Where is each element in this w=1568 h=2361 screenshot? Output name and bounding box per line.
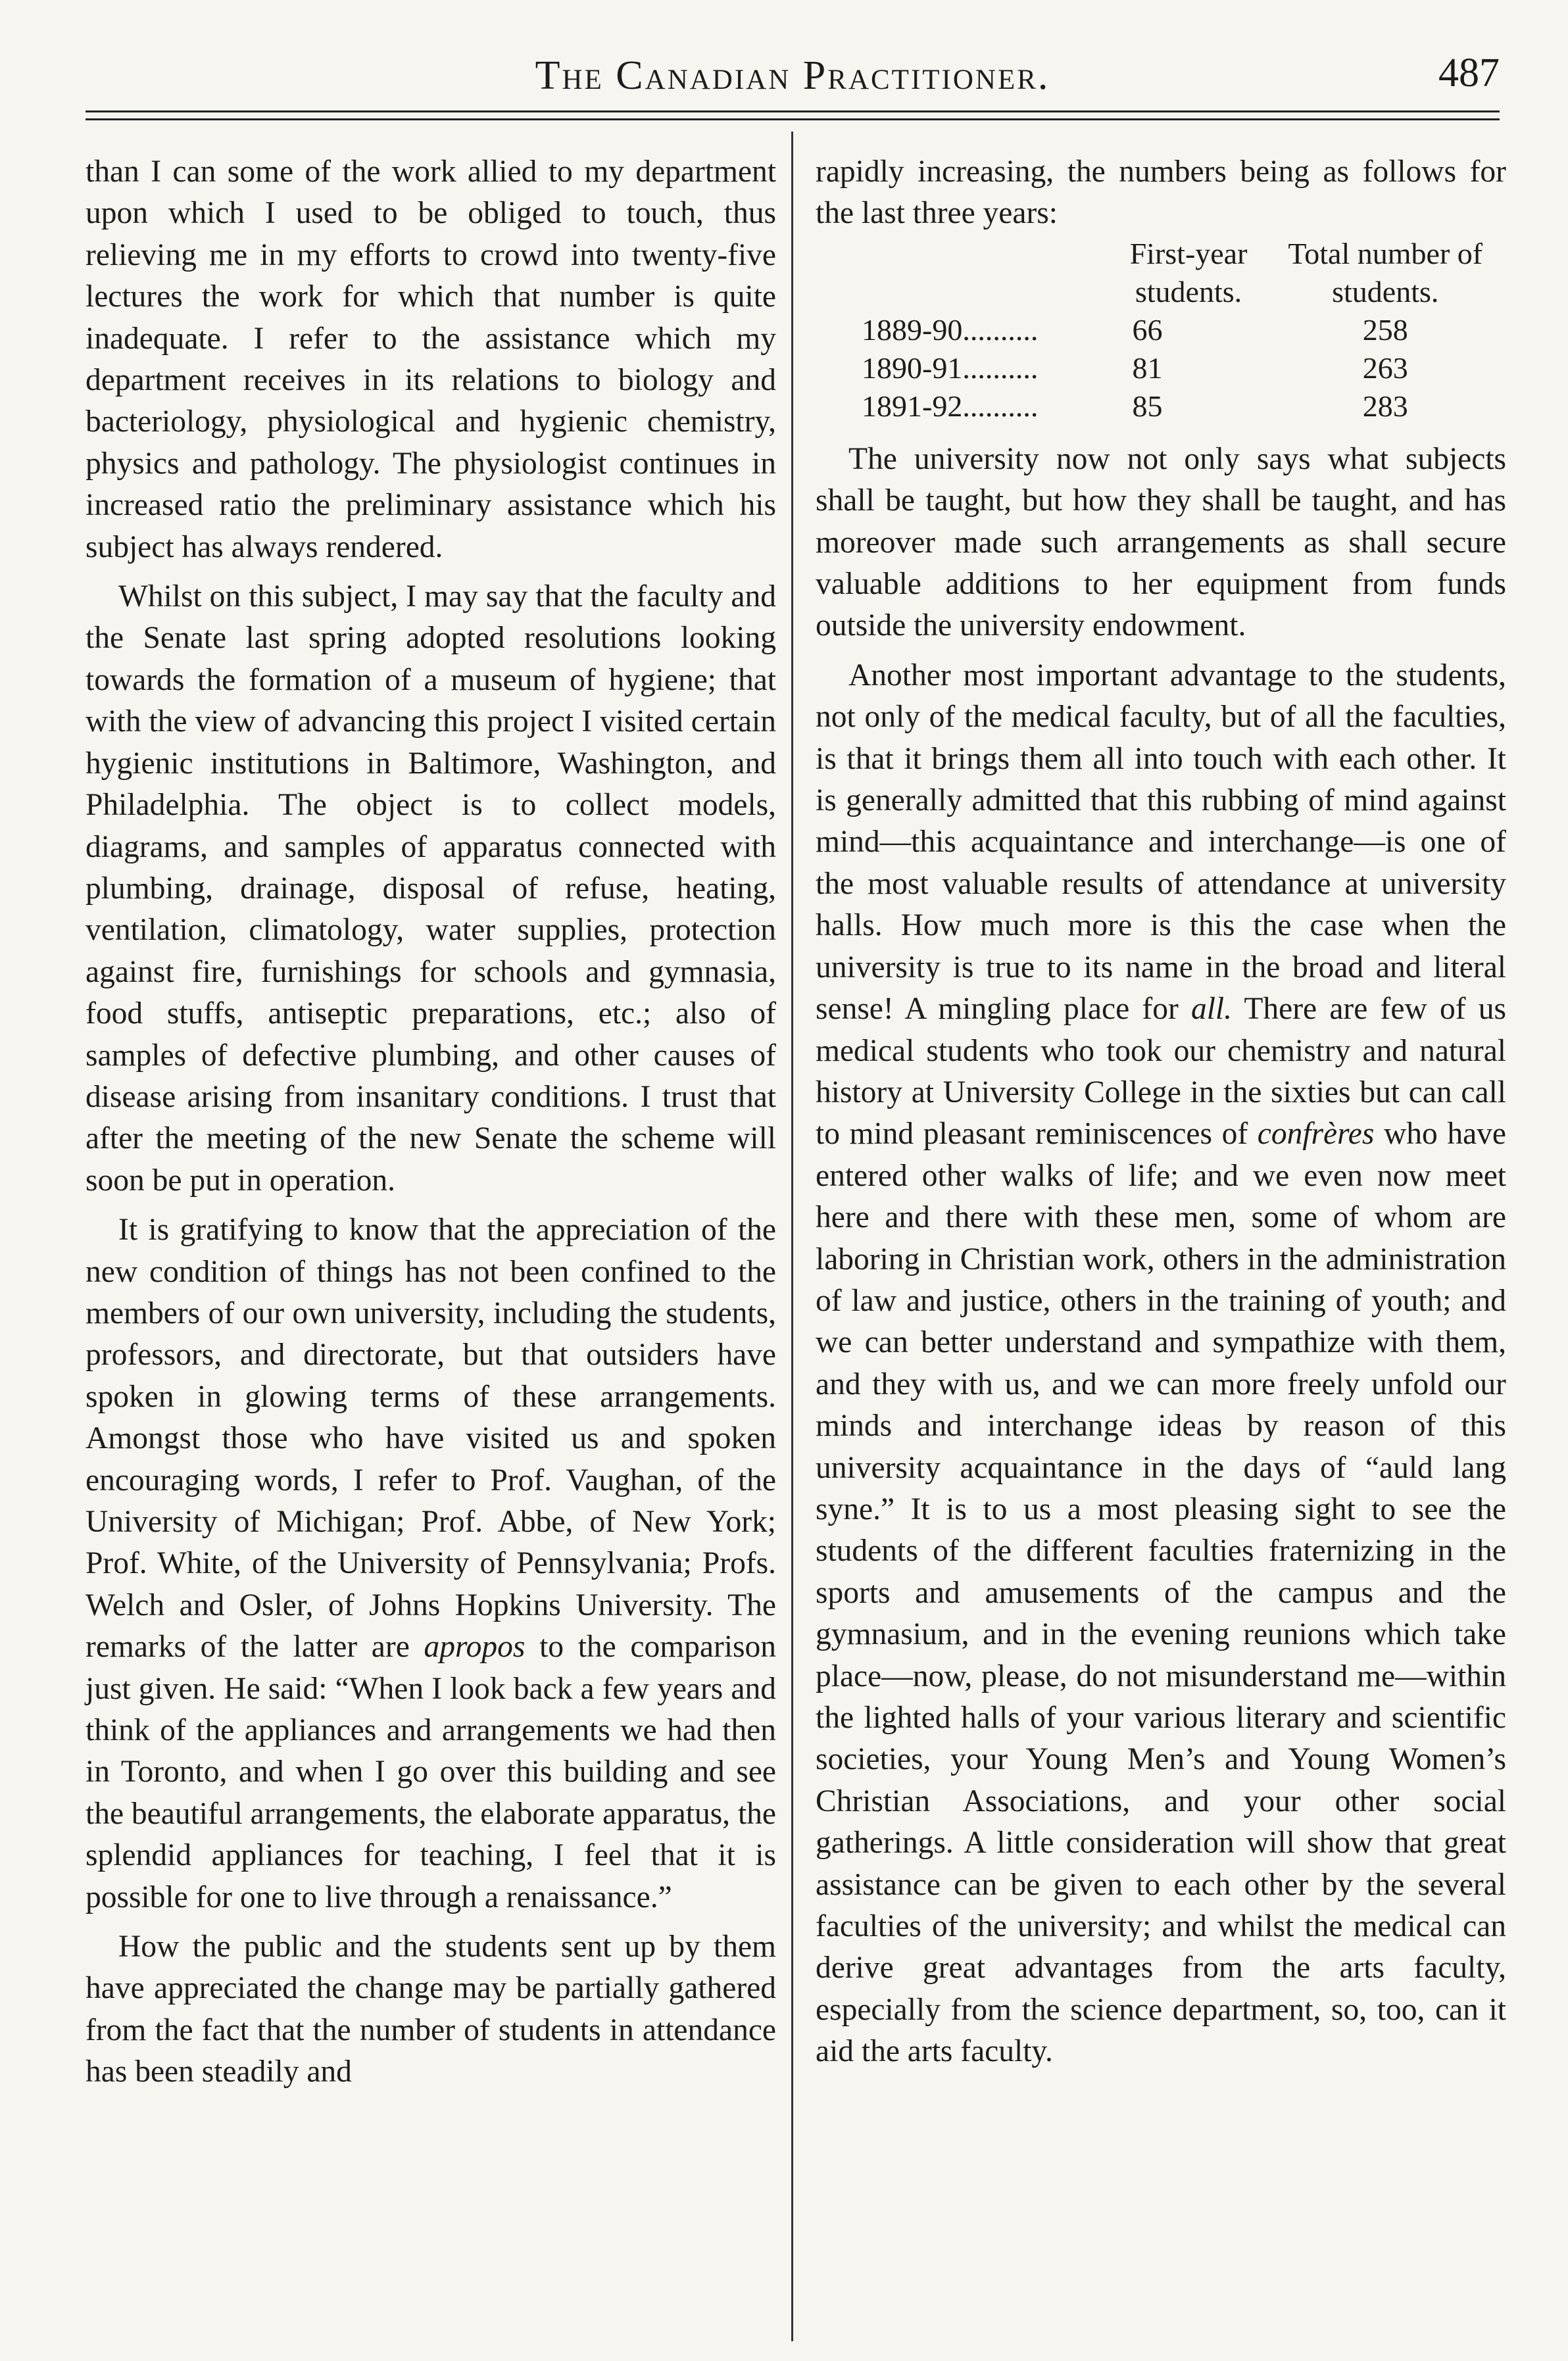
italic-apropos: apropos	[424, 1630, 526, 1665]
left-paragraph-3-text-a: It is gratifying to know that the appreciation of the new condition of things has not been confined to the members of our own university, including the students, professors, and directorate, but that outsiders have spoken in glowing terms of these arrangements. Amongst those who have visited us and spoken encouraging words, I refer to Prof. Vaughan, of the University of Michigan; Prof. Abbe, of New York; Prof. White, of the University of Pennsylvania; Profs. Welch and Osler, of Johns Hopkins University. The remarks of the latter are	[86, 1213, 776, 1665]
table-cell-year: 1889-90..........	[862, 312, 1039, 347]
italic-all: all.	[1190, 992, 1233, 1027]
table-cell-first-year: 81	[1132, 351, 1163, 385]
table-cell-total: 263	[1362, 351, 1408, 385]
table-cell-year: 1890-91..........	[862, 351, 1039, 385]
header-rule-top	[86, 110, 1500, 112]
table-header-row	[816, 235, 1506, 311]
left-paragraph-1: than I can some of the work allied to my department upon which I used to be obliged to touch, thus relieving me in my efforts to crowd into twenty-five lectures the work for which that number is quite inadequate. I refer to the assistance which my department receives in its relations to biology and bacteriology, physiological and hygienic chemistry, physics and pathology. The physiologist continues in increased ratio the preliminary assistance which his subject has always rendered.	[86, 155, 776, 564]
right-paragraph-1: The university now not only says what subjects shall be taught, but how they shall be taught, and has moreover made such arrangements as shall secure valuable additions to her equipment from funds outside the university endowment.	[816, 441, 1506, 643]
running-title: The Canadian Practitioner.	[535, 53, 1050, 98]
italic-confreres: confrères	[1257, 1117, 1375, 1152]
left-column	[86, 151, 776, 2093]
table-cell-year: 1891-92..........	[862, 389, 1039, 423]
page-number: 487	[1438, 51, 1500, 95]
table-row	[816, 387, 1506, 426]
left-paragraph-2: Whilst on this subject, I may say that the faculty and the Senate last spring adopted resolutions looking towards the formation of a museum of hygiene; that with the view of advancing this project I visited certain hygienic institutions in Baltimore, Washington, and Philadelphia. The object is to collect models, diagrams, and samples of apparatus connected with plumbing, drainage, disposal of refuse, heating, ventilation, climatology, water supplies, protection against fire, furnishings for schools and gymnasia, food stuffs, antiseptic preparations, etc.; also of samples of defective plumbing, and other causes of disease arising from insanitary conditions. I trust that after the meeting of the new Senate the scheme will soon be put in operation.	[86, 579, 776, 1198]
table-row	[816, 311, 1506, 349]
right-paragraph-2-text-b: There are few of us medical students who took our chemistry and natural history at University College in the sixties but can call to mind pleasant reminiscences of	[816, 992, 1506, 1152]
table-cell-total: 258	[1362, 312, 1408, 347]
page-header	[86, 47, 1500, 107]
right-paragraph-2-text-c: who have entered other walks of life; and we even now meet here and there with these men, some of whom are laboring in Christian work, others in the administration of law and justice, others in the training of youth; and we can better understand and sympathize with them, and they with us, and we can more freely unfold our minds and interchange ideas by reason of this university acquaintance in the days of “auld lang syne.” It is to us a most pleasing sight to see the students of the different faculties fraternizing in the sports and amusements of the campus and the gymnasium, and in the evening reunions which take place—now, please, do not misunderstand me—within the lighted halls of your various literary and scientific societies, your Young Men’s and Young Women’s Christian Associations, and your other social gatherings. A little consideration will show that great assistance can be given to each other by the several faculties of the university; and whilst the medical can derive great advantages from the arts faculty, especially from the science department, so, too, can it aid the arts faculty.	[816, 1117, 1506, 2069]
header-rule-bottom	[86, 118, 1500, 120]
left-paragraph-4: How the public and the students sent up by them have appreciated the change may be partially gathered from the fact that the number of students in attendance has been steadily and	[86, 1930, 776, 2089]
table-cell-total: 283	[1362, 389, 1408, 423]
left-paragraph-3	[86, 1209, 776, 1918]
right-paragraph-2-text-a: Another most important advantage to the students, not only of the medical faculty, but of all the faculties, is that it brings them all into touch with each other. It is generally admitted that this rubbing of mind against mind—this acquaintance and interchange—is one of the most valuable results of attendance at university halls. How much more is this the case when the university is true to its name in the broad and literal sense! A mingling place for	[816, 658, 1506, 1027]
right-paragraph-2	[816, 655, 1506, 2073]
table-header-total: Total number of students.	[1288, 236, 1483, 308]
table-header-year	[816, 235, 1113, 311]
right-column	[816, 151, 1506, 2073]
table-cell-first-year: 66	[1132, 312, 1163, 347]
enrollment-table	[816, 235, 1506, 426]
table-cell-first-year: 85	[1132, 389, 1163, 423]
table-row	[816, 349, 1506, 387]
column-divider	[791, 132, 793, 2341]
left-paragraph-3-text-b: to the comparison just given. He said: “When I look back a few years and think of the appliances and arrangements we had then in Toronto, and when I go over this building and see the beautiful arrangements, the elaborate apparatus, the splendid appliances for teaching, I feel that it is possible for one to live through a renaissance.”	[86, 1630, 776, 1914]
table-header-first-year: First-year students.	[1129, 236, 1248, 308]
right-intro: rapidly increasing, the numbers being as follows for the last three years:	[816, 155, 1506, 231]
